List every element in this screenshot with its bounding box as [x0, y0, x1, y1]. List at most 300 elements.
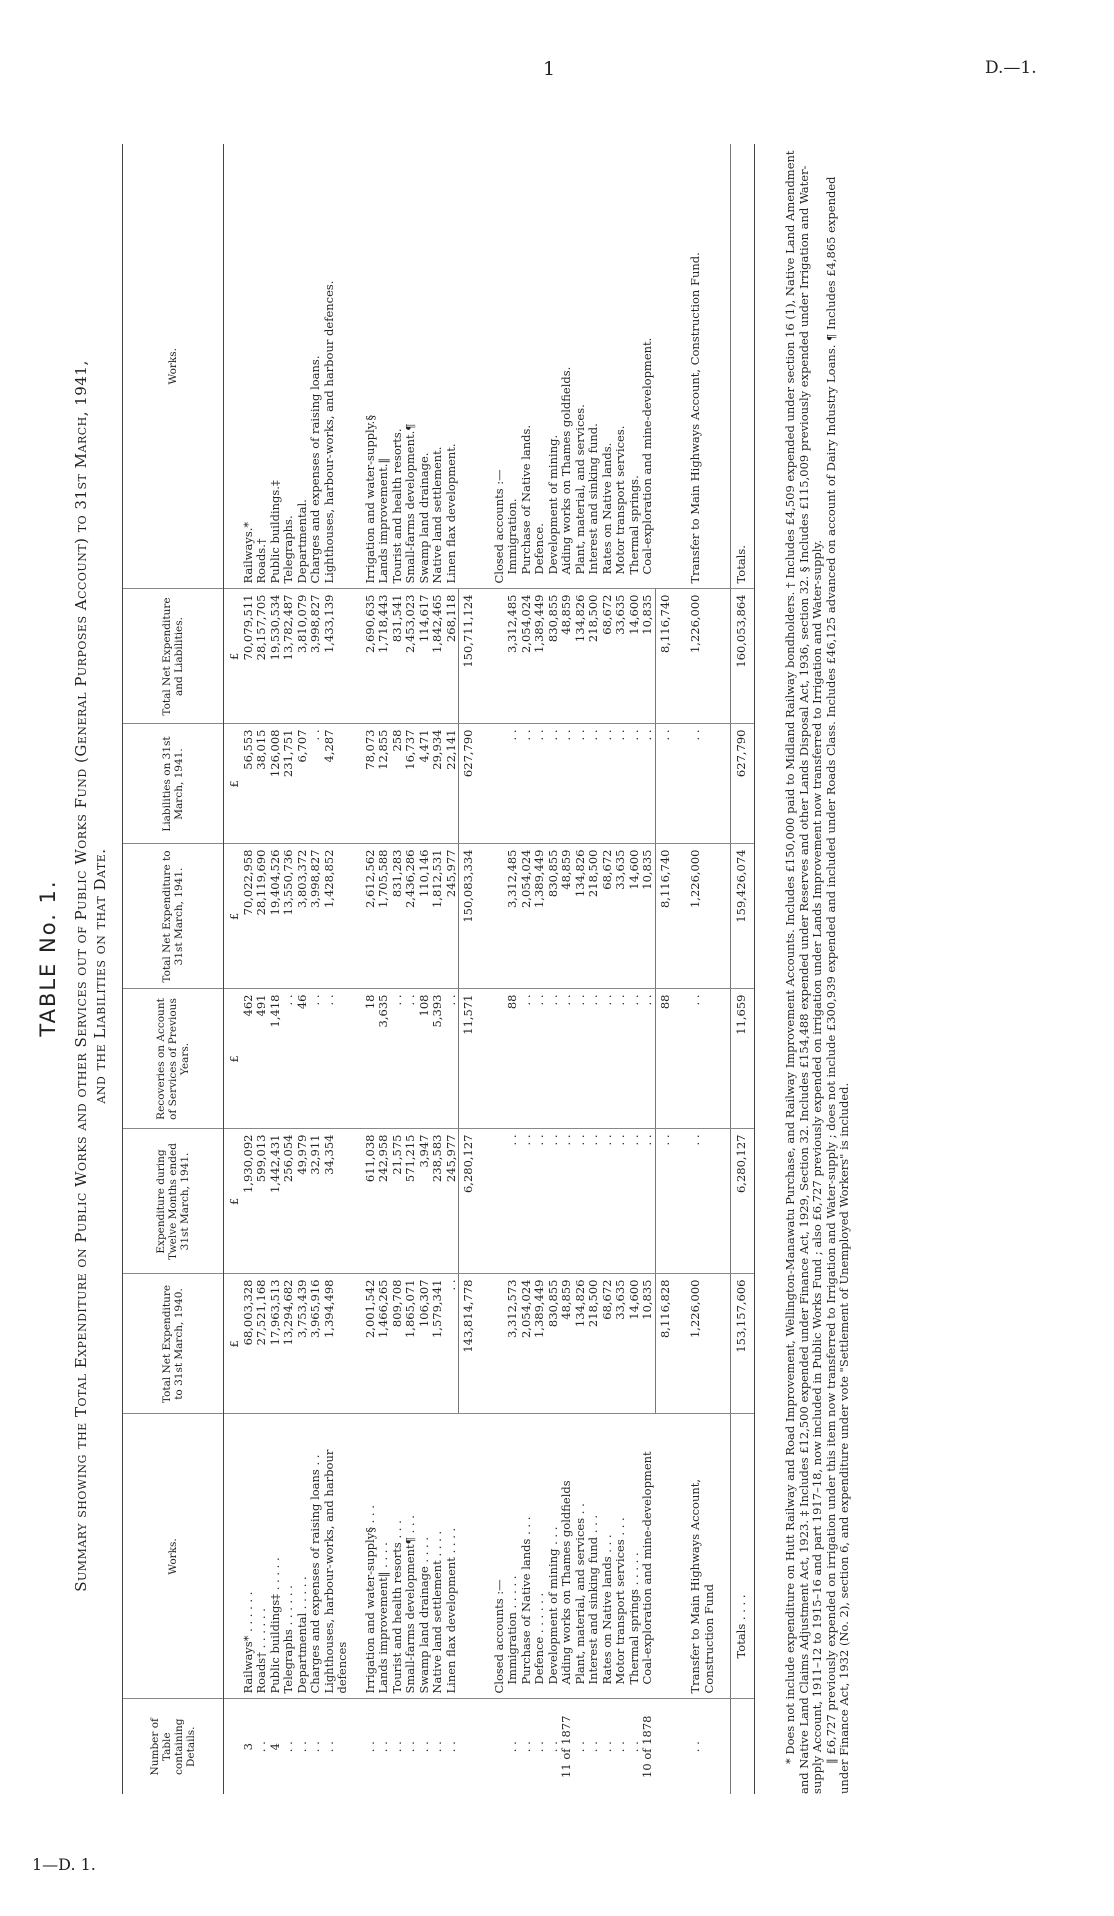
- cell-c: . .: [689, 989, 716, 1129]
- cell-c: 1,418: [269, 989, 283, 1129]
- cell-c: 108: [418, 989, 432, 1129]
- closed-accounts-label-right: Closed accounts :—: [493, 144, 507, 589]
- cell-works: Swamp land drainage . . . .: [418, 1414, 432, 1699]
- closed-accounts-label: Closed accounts :—: [493, 1414, 507, 1699]
- cell-works: Departmental . . . . .: [296, 1414, 310, 1699]
- cell-ref: 4: [267, 1743, 282, 1751]
- cell-works: Telegraphs . . . . . .: [282, 1414, 296, 1699]
- cell-d: 2,612,562: [364, 844, 378, 989]
- cell-c: 88: [655, 989, 675, 1129]
- table-row: [282, 144, 296, 1794]
- cell-c: . .: [587, 989, 601, 1129]
- cell-c: 88: [506, 989, 520, 1129]
- cell-a: 1,394,498: [323, 1274, 350, 1414]
- cell-ref: . .: [362, 1741, 377, 1753]
- cell-a: 134,826: [574, 1274, 588, 1414]
- cell-a: 48,859: [560, 1274, 574, 1414]
- table-row: [364, 144, 378, 1794]
- cell-works2: Development of mining.: [547, 144, 561, 589]
- cell-works2: [459, 144, 479, 589]
- currency-symbol: £: [224, 1129, 242, 1274]
- cell-f: 28,157,705: [255, 589, 269, 724]
- table-row: [391, 144, 405, 1794]
- table-row: [242, 144, 256, 1794]
- spacer-cell: [675, 1699, 689, 1794]
- cell-works: Railways* . . . . . .: [242, 1414, 256, 1699]
- cell-d: 830,855: [547, 844, 561, 989]
- spacer-cell: [479, 1274, 493, 1414]
- cell-works2: Purchase of Native lands.: [520, 144, 534, 589]
- cell-c: . .: [309, 989, 323, 1129]
- table-row: [445, 144, 459, 1794]
- cell-b: . .: [614, 1129, 628, 1274]
- cell-c: . .: [282, 989, 296, 1129]
- table-row: [255, 144, 269, 1794]
- cell-d: 245,977: [445, 844, 459, 989]
- cell-works2: Linen flax development.: [445, 144, 459, 589]
- cell-ref: . .: [403, 1741, 417, 1753]
- totals-row: [731, 144, 755, 1794]
- cell-e: . .: [601, 724, 615, 844]
- cell-e: 38,015: [255, 724, 269, 844]
- cell-f: 1,842,465: [431, 589, 445, 724]
- table-row: [323, 144, 350, 1794]
- header-total-1941: Total Net Expenditure to 31st March, 1941.: [123, 844, 224, 989]
- cell-empty: [493, 724, 507, 844]
- cell-ref: . .: [586, 1741, 600, 1753]
- spacer-cell: [675, 724, 689, 844]
- cell-b: 571,215: [404, 1129, 418, 1274]
- header-works-right: Works.: [123, 144, 224, 589]
- cell-works2: Transfer to Main Highways Account, Construction Fund.: [689, 144, 716, 589]
- cell-d: 2,054,024: [520, 844, 534, 989]
- spacer-cell: [479, 724, 493, 844]
- cell-f: 150,711,124: [459, 589, 479, 724]
- cell-works: Roads† . . . . . .: [255, 1414, 269, 1699]
- cell-f: 33,635: [614, 589, 628, 724]
- cell-f: 268,118: [445, 589, 459, 724]
- cell-b: 34,354: [323, 1129, 350, 1274]
- cell-ref: [493, 1699, 507, 1794]
- cell-d: 150,083,334: [459, 844, 479, 989]
- cell-e: . .: [655, 724, 675, 844]
- cell-d: 8,116,740: [655, 844, 675, 989]
- currency-symbol: £: [224, 844, 242, 989]
- spacer-cell: [716, 844, 731, 989]
- cell-ref: . .: [430, 1741, 444, 1753]
- spacer-cell: [675, 589, 689, 724]
- table-row: [601, 144, 615, 1794]
- cell-a: 17,963,513: [269, 1274, 283, 1414]
- cell-ref: . .: [626, 1741, 641, 1753]
- spacer-cell: [479, 589, 493, 724]
- cell-works2: Motor transport services.: [614, 144, 628, 589]
- cell-e: 4,287: [323, 724, 350, 844]
- cell-works2: Aiding works on Thames goldfields.: [560, 144, 574, 589]
- cell-works2: Lighthouses, harbour-works, and harbour defences.: [323, 144, 350, 589]
- table-subtitle: [72, 146, 110, 1806]
- header-works: Works.: [123, 1414, 224, 1699]
- cell-a: 8,116,828: [655, 1274, 675, 1414]
- cell-d: 1,812,531: [431, 844, 445, 989]
- table-row: [574, 144, 588, 1794]
- cell-works: Purchase of Native lands . . .: [520, 1414, 534, 1699]
- cell-a: 68,003,328: [242, 1274, 256, 1414]
- cell-works: Defence . . . . . .: [533, 1414, 547, 1699]
- table-row: [431, 144, 445, 1794]
- cell-works2: Small-farms development.¶: [404, 144, 418, 589]
- footnote-paragraph: * Does not include expenditure on Hutt Railway and Road Improvement, Wellington-Manawatu Purchase, and Railway Improvement Accounts. Includes £150,000 paid to Midland Railway bondholders. † Includes £4,509 expended under section 16 (1), Native Land Amendment and Native Land Claims Adjustment Act, 1923. ‡ Includes £12,500 expended under Finance Act, 1929, Section 32. Includes £154,488 expended under Reserves and other Lands Disposal Act, 1936, section 32. § Includes £115,009 previously expended under Irrigation and Water-supply Account, 1911–12 to 1915–16 and part 1917–18, now included in Public Works Fund ; also £6,727 previously expended on irrigation under Lands Improvement now transferred to Irrigation and Water-supply.: [783, 150, 824, 1794]
- spacer-cell: [675, 1129, 689, 1274]
- cell-b: 21,575: [391, 1129, 405, 1274]
- cell-e: 6,707: [296, 724, 310, 844]
- cell-b: . .: [560, 1129, 574, 1274]
- cell-f: 19,530,534: [269, 589, 283, 724]
- subtitle-line-2: and the Liabilities on that Date.: [91, 848, 109, 1104]
- cell-d: 1,705,588: [377, 844, 391, 989]
- spacer-cell: [350, 1414, 364, 1699]
- cell-ref: [459, 1699, 479, 1794]
- cell-ref: 3: [240, 1743, 255, 1751]
- cell-c: . .: [445, 989, 459, 1129]
- cell-e: . .: [547, 724, 561, 844]
- cell-c: . .: [641, 989, 655, 1129]
- cell-f: 830,855: [547, 589, 561, 724]
- spacer-row: [479, 144, 493, 1794]
- cell-d: 19,404,526: [269, 844, 283, 989]
- cell-b: . .: [506, 1129, 520, 1274]
- cell-f: 10,835: [641, 589, 655, 724]
- spacer-cell: [350, 989, 364, 1129]
- header-total-1940: Total Net Expenditure to 31st March, 1940.: [123, 1274, 224, 1414]
- cell-d: 70,022,958: [242, 844, 256, 989]
- cell-d: 110,146: [418, 844, 432, 989]
- cell-b: 49,979: [296, 1129, 310, 1274]
- cell-d: 28,119,690: [255, 844, 269, 989]
- cell-works2: Thermal springs.: [628, 144, 642, 589]
- cell-ref: 10 of 1878: [640, 1715, 654, 1778]
- cell-works: Rates on Native lands . . .: [601, 1414, 615, 1699]
- spacer-cell: [716, 724, 731, 844]
- page-reference: D.—1.: [985, 58, 1037, 78]
- spacer-cell: [675, 989, 689, 1129]
- cell-b: 242,958: [377, 1129, 391, 1274]
- page-number: 1: [543, 58, 556, 80]
- cell-a: 14,600: [628, 1274, 642, 1414]
- cell-a: 830,855: [547, 1274, 561, 1414]
- cell-b: . .: [689, 1129, 716, 1274]
- spacer-cell: [479, 844, 493, 989]
- table-row: [547, 144, 561, 1794]
- cell-a: 1,389,449: [533, 1274, 547, 1414]
- cell-works2: Roads.†: [255, 144, 269, 589]
- cell-f: 1,718,443: [377, 589, 391, 724]
- cell-e: 627,790: [731, 724, 755, 844]
- cell-b: . .: [628, 1129, 642, 1274]
- cell-f: 114,617: [418, 589, 432, 724]
- cell-ref: . .: [376, 1741, 390, 1753]
- cell-b: 6,280,127: [459, 1129, 479, 1274]
- spacer-cell: [479, 144, 493, 589]
- cell-e: . .: [533, 724, 547, 844]
- cell-works2: Public buildings.‡: [269, 144, 283, 589]
- header-table-number: Number of Table containing Details.: [123, 1699, 224, 1794]
- cell-c: . .: [574, 989, 588, 1129]
- spacer-cell: [479, 1414, 493, 1699]
- cell-c: . .: [404, 989, 418, 1129]
- cell-ref: . .: [389, 1741, 404, 1753]
- spacer-cell: [716, 1129, 731, 1274]
- cell-b: 6,280,127: [731, 1129, 755, 1274]
- cell-c: 491: [255, 989, 269, 1129]
- cell-b: 256,054: [282, 1129, 296, 1274]
- currency-symbol: £: [224, 989, 242, 1129]
- cell-a: 809,708: [391, 1274, 405, 1414]
- table-row: [404, 144, 418, 1794]
- spacer-cell: [716, 1699, 731, 1794]
- cell-c: . .: [323, 989, 350, 1129]
- header-total-liabilities: Total Net Expenditure and Liabilities.: [123, 589, 224, 724]
- cell-ref: . .: [532, 1741, 546, 1753]
- header-row: [123, 144, 224, 1794]
- cell-works: Lands improvement‖ . . . .: [377, 1414, 391, 1699]
- cell-b: 611,038: [364, 1129, 378, 1274]
- cell-empty: [493, 1129, 507, 1274]
- cell-d: 218,500: [587, 844, 601, 989]
- cell-e: 56,553: [242, 724, 256, 844]
- subtitle-line-1: Summary showing the Total Expenditure on Public Works and other Services out of Public Works Fund (General Purposes Account) to 31st March, 1941,: [72, 360, 90, 1592]
- table-row: [587, 144, 601, 1794]
- cell-d: 1,389,449: [533, 844, 547, 989]
- cell-ref: . .: [688, 1741, 702, 1753]
- cell-works: Development of mining . . .: [547, 1414, 561, 1699]
- cell-f: 1,226,000: [689, 589, 716, 724]
- cell-ref: . .: [613, 1741, 627, 1753]
- cell-e: 12,855: [377, 724, 391, 844]
- cell-works: Immigration . . . . .: [506, 1414, 520, 1699]
- cell-a: 2,054,024: [520, 1274, 534, 1414]
- cell-empty: [493, 844, 507, 989]
- table-row: [641, 144, 655, 1794]
- cell-works: [459, 1414, 479, 1699]
- cell-works: Coal-exploration and mine-development: [641, 1414, 655, 1699]
- cell-f: 3,810,079: [296, 589, 310, 724]
- cell-ref: . .: [518, 1741, 533, 1753]
- currency-row: [224, 144, 242, 1794]
- cell-works2: Immigration.: [506, 144, 520, 589]
- cell-works: Interest and sinking fund . . .: [587, 1414, 601, 1699]
- cell-e: . .: [689, 724, 716, 844]
- spacer-cell: [350, 144, 364, 589]
- spacer-cell: [479, 1699, 493, 1794]
- cell-d: 2,436,286: [404, 844, 418, 989]
- cell-works: Motor transport services . . .: [614, 1414, 628, 1699]
- cell-works: Tourist and health resorts . . .: [391, 1414, 405, 1699]
- cell-e: . .: [506, 724, 520, 844]
- table-row: [418, 144, 432, 1794]
- cell-f: 8,116,740: [655, 589, 675, 724]
- cell-d: 10,835: [641, 844, 655, 989]
- spacer-row: [350, 144, 364, 1794]
- cell-empty: [493, 989, 507, 1129]
- cell-works2: Native land settlement.: [431, 144, 445, 589]
- spacer-cell: [350, 1699, 364, 1794]
- cell-works2: Totals.: [731, 144, 755, 589]
- cell-c: . .: [601, 989, 615, 1129]
- cell-ref: . .: [572, 1741, 587, 1753]
- cell-f: 14,600: [628, 589, 642, 724]
- cell-e: 258: [391, 724, 405, 844]
- cell-works: Irrigation and water-supply§ . . .: [364, 1414, 378, 1699]
- spacer-cell: [350, 724, 364, 844]
- cell-c: 46: [296, 989, 310, 1129]
- cell-a: 143,814,778: [459, 1274, 479, 1414]
- table-row: [506, 144, 520, 1794]
- spacer-row: [716, 144, 731, 1794]
- cell-works2: Plant, material, and services.: [574, 144, 588, 589]
- cell-c: 3,635: [377, 989, 391, 1129]
- spacer-cell: [675, 144, 689, 589]
- cell-b: 3,947: [418, 1129, 432, 1274]
- cell-d: 134,826: [574, 844, 588, 989]
- cell-works2: Railways.*: [242, 144, 256, 589]
- cell-c: . .: [533, 989, 547, 1129]
- header-liabilities: Liabilities on 31st March, 1941.: [123, 724, 224, 844]
- table-row: [533, 144, 547, 1794]
- spacer-cell: [350, 844, 364, 989]
- cell-empty: [493, 589, 507, 724]
- cell-ref: 11 of 1877: [559, 1715, 573, 1778]
- cell-d: 831,283: [391, 844, 405, 989]
- expenditure-table: [122, 144, 755, 1794]
- cell-f: 1,433,139: [323, 589, 350, 724]
- cell-c: . .: [560, 989, 574, 1129]
- cell-d: 3,998,827: [309, 844, 323, 989]
- cell-f: 3,998,827: [309, 589, 323, 724]
- cell-a: . .: [445, 1274, 459, 1414]
- footer-reference: 1—D. 1.: [32, 1855, 96, 1874]
- cell-a: 33,635: [614, 1274, 628, 1414]
- cell-f: 2,453,023: [404, 589, 418, 724]
- currency-symbol: £: [224, 1274, 242, 1414]
- cell-e: . .: [628, 724, 642, 844]
- cell-works2: Coal-exploration and mine-development.: [641, 144, 655, 589]
- currency-symbol: £: [224, 589, 242, 724]
- cell-b: . .: [641, 1129, 655, 1274]
- cell-a: 218,500: [587, 1274, 601, 1414]
- closed-accounts-row: [493, 144, 507, 1794]
- cell-e: . .: [520, 724, 534, 844]
- cell-a: 3,965,916: [309, 1274, 323, 1414]
- cell-works: Aiding works on Thames goldfields: [560, 1414, 574, 1699]
- cell-ref: . .: [254, 1741, 268, 1753]
- cell-f: 2,690,635: [364, 589, 378, 724]
- cell-a: 106,307: [418, 1274, 432, 1414]
- cell-e: 126,008: [269, 724, 283, 844]
- cell-b: . .: [655, 1129, 675, 1274]
- cell-works: Charges and expenses of raising loans . .: [309, 1414, 323, 1699]
- cell-a: 68,672: [601, 1274, 615, 1414]
- spacer-cell: [675, 1414, 689, 1699]
- table-body: [224, 144, 755, 1794]
- cell-b: . .: [601, 1129, 615, 1274]
- table-row: [628, 144, 642, 1794]
- cell-e: . .: [587, 724, 601, 844]
- cell-c: 11,571: [459, 989, 479, 1129]
- cell-f: 218,500: [587, 589, 601, 724]
- spacer-cell: [716, 589, 731, 724]
- cell-c: . .: [391, 989, 405, 1129]
- cell-d: 1,226,000: [689, 844, 716, 989]
- cell-a: 3,312,573: [506, 1274, 520, 1414]
- cell-ref: . .: [308, 1741, 322, 1753]
- cell-ref: . .: [321, 1741, 336, 1753]
- cell-ref: . .: [294, 1741, 309, 1753]
- cell-c: . .: [547, 989, 561, 1129]
- cell-a: 1,226,000: [689, 1274, 716, 1414]
- cell-c: . .: [614, 989, 628, 1129]
- cell-works2: Lands improvement.‖: [377, 144, 391, 589]
- cell-a: 3,753,439: [296, 1274, 310, 1414]
- cell-works: Linen flax development . . . .: [445, 1414, 459, 1699]
- cell-e: 4,471: [418, 724, 432, 844]
- cell-ref: [731, 1699, 755, 1794]
- cell-a: 1,466,265: [377, 1274, 391, 1414]
- subtotal-row: [655, 144, 675, 1794]
- cell-works: Lighthouses, harbour-works, and harbour defences: [323, 1414, 350, 1699]
- cell-f: 70,079,511: [242, 589, 256, 724]
- cell-e: 231,751: [282, 724, 296, 844]
- table-row: [520, 144, 534, 1794]
- cell-works2: Irrigation and water-supply.§: [364, 144, 378, 589]
- footnotes: [784, 144, 852, 1794]
- cell-d: 14,600: [628, 844, 642, 989]
- cell-b: . .: [533, 1129, 547, 1274]
- cell-works2: Defence.: [533, 144, 547, 589]
- cell-b: 238,583: [431, 1129, 445, 1274]
- cell-ref: . .: [599, 1741, 614, 1753]
- cell-d: 3,803,372: [296, 844, 310, 989]
- table-row: [377, 144, 391, 1794]
- table-row: [269, 144, 283, 1794]
- cell-b: 599,013: [255, 1129, 269, 1274]
- cell-b: . .: [547, 1129, 561, 1274]
- cell-a: 10,835: [641, 1274, 655, 1414]
- cell-d: 1,428,852: [323, 844, 350, 989]
- spacer-cell: [716, 1414, 731, 1699]
- currency-symbol: £: [224, 724, 242, 844]
- cell-d: 33,635: [614, 844, 628, 989]
- cell-a: 13,294,682: [282, 1274, 296, 1414]
- cell-works: [655, 1414, 675, 1699]
- cell-b: 32,911: [309, 1129, 323, 1274]
- spacer-cell: [350, 1274, 364, 1414]
- cell-works2: Interest and sinking fund.: [587, 144, 601, 589]
- cell-works: Thermal springs . . . . .: [628, 1414, 642, 1699]
- cell-b: . .: [520, 1129, 534, 1274]
- table-row: [309, 144, 323, 1794]
- cell-f: 3,312,485: [506, 589, 520, 724]
- cell-a: 2,001,542: [364, 1274, 378, 1414]
- cell-e: 16,737: [404, 724, 418, 844]
- cell-works2: Telegraphs.: [282, 144, 296, 589]
- cell-a: 1,865,071: [404, 1274, 418, 1414]
- cell-b: 245,977: [445, 1129, 459, 1274]
- cell-f: 2,054,024: [520, 589, 534, 724]
- cell-works2: Tourist and health resorts.: [391, 144, 405, 589]
- cell-ref: . .: [416, 1741, 431, 1753]
- cell-a: 27,521,168: [255, 1274, 269, 1414]
